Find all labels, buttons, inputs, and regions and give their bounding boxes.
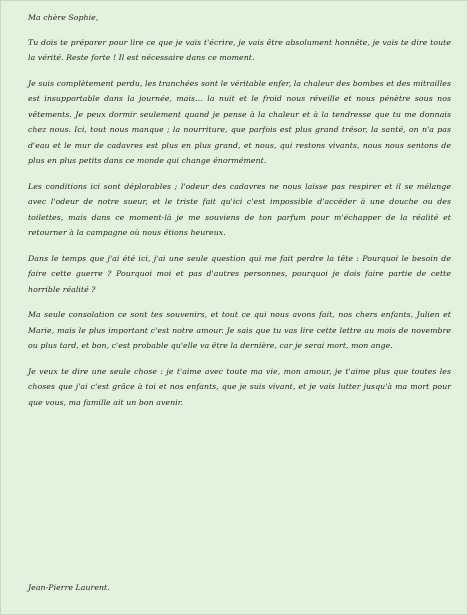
letter-signature: Jean-Pierre Laurent. bbox=[28, 583, 110, 592]
letter-paragraph-3: Les conditions ici sont déplorables ; l'odeur des cadavres ne nous laisse pas respirer et il se mélange avec l'odeur de notre sueur, et le triste fait qu'ici c'est impossible d'accéder à une douche ou des toilettes, mais dans ce moment-là je me souviens de ton parfum pour m'échapper de la réalité et retourner à la campagne où nous étions heureux. bbox=[28, 181, 451, 237]
letter-paragraph-1: Tu dois te préparer pour lire ce que je vais t'écrire, je vais être absolument honnête, je vais te dire toute la vérité. Reste forte ! Il est nécessaire dans ce moment. bbox=[28, 37, 451, 62]
letter-paragraph-6: Je veux te dire une seule chose : je t'aime avec toute ma vie, mon amour, je t'aime plus que toutes les choses que j'ai c'est grâce à toi et nos enfants, que je suis vivant, et je vais lutter jusqu'à ma mort pour que vous, ma famille ait un bon avenir. bbox=[28, 366, 451, 407]
letter-paragraph-4: Dans le temps que j'ai été ici, j'ai une seule question qui me fait perdre la tête : Pourquoi le besoin de faire cette guerre ? Pourquoi moi et pas d'autres personnes, pourquoi je dois faire partie de cette horrible réalité ? bbox=[28, 253, 451, 294]
letter-greeting: Ma chère Sophie, bbox=[28, 13, 99, 22]
letter-paragraph-5: Ma seule consolation ce sont tes souvenirs, et tout ce qui nous avons fait, nos chers enfants, Julien et Marie, mais le plus important c'est notre amour. Je sais que tu vas lire cette lettre au mois de novembre ou plus tard, et bon, c'est probable qu'elle va être la dernière, car je serai mort, mon ange. bbox=[28, 310, 451, 350]
letter-paragraph-2: Je suis complètement perdu, les tranchées sont le véritable enfer, la chaleur des bombes et des mitrailles est insupportable dans la journée, mais… la nuit et le froid nous réveille et nous pénètre sous nos vêtements. Je peux dormir seulement quand je pense à la chaleur et à la tendresse que tu me donnais chez nous. Ici, tout nous manque ; la nourriture, que parfois est plus grand trésor, la santé, on n'a pas d'eau et le mur de cadavres est plus en plus grand, et nous, qui restons vivants, nous nous sentons de plus en plus petits dans ce monde qui change énormément. bbox=[28, 78, 451, 165]
